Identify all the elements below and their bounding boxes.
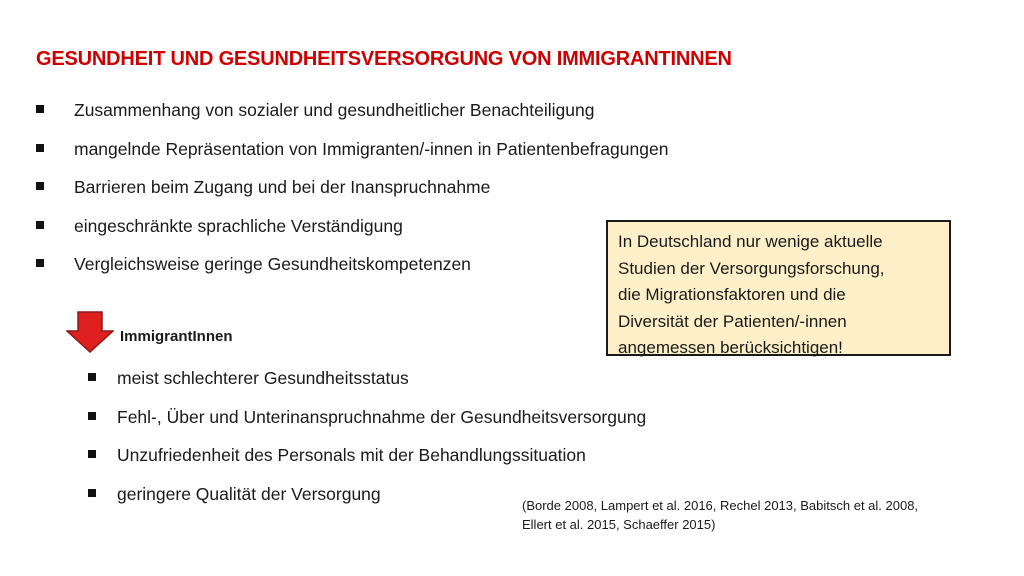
- reference-line: Ellert et al. 2015, Schaeffer 2015): [522, 517, 716, 532]
- slide-title: GESUNDHEIT UND GESUNDHEITSVERSORGUNG VON IMMIGRANTINNEN: [36, 48, 732, 70]
- references: [522, 496, 918, 534]
- bullet-item: [36, 216, 668, 255]
- callout-box: [606, 220, 951, 356]
- bullet-item: [36, 177, 668, 216]
- square-bullet-icon: [36, 259, 44, 267]
- immigrant-label: ImmigrantInnen: [120, 328, 233, 345]
- bullet-text: eingeschränkte sprachliche Verständigung: [74, 215, 403, 236]
- square-bullet-icon: [36, 105, 44, 113]
- bullet-text: Barrieren beim Zugang und bei der Inanspruchnahme: [74, 177, 491, 197]
- main-bullet-list: [36, 100, 668, 293]
- square-bullet-icon: [88, 373, 96, 381]
- bullet-text: Vergleichsweise geringe Gesundheitskompetenzen: [74, 254, 471, 274]
- sub-bullet-text: Unzufriedenheit des Personals mit der Behandlungssituation: [117, 445, 586, 465]
- callout-text-line: die Migrationsfaktoren und die: [618, 285, 846, 304]
- square-bullet-icon: [36, 221, 44, 229]
- sub-bullet-item: [88, 368, 646, 407]
- bullet-item: [36, 254, 668, 293]
- square-bullet-icon: [88, 412, 96, 420]
- square-bullet-icon: [36, 144, 44, 152]
- bullet-text: Zusammenhang von sozialer und gesundheitlicher Benachteiligung: [74, 100, 595, 120]
- square-bullet-icon: [88, 450, 96, 458]
- sub-bullet-text: geringere Qualität der Versorgung: [117, 483, 381, 504]
- sub-bullet-item: [88, 445, 646, 484]
- square-bullet-icon: [36, 182, 44, 190]
- down-arrow-icon: [66, 311, 114, 353]
- bullet-item: [36, 100, 668, 139]
- bullet-item: [36, 139, 668, 178]
- square-bullet-icon: [88, 489, 96, 497]
- bullet-text: mangelnde Repräsentation von Immigranten/-innen in Patientenbefragungen: [74, 138, 669, 159]
- callout-text-line: Studien der Versorgungsforschung,: [618, 258, 885, 278]
- sub-bullet-text: meist schlechterer Gesundheitsstatus: [117, 368, 409, 388]
- sub-bullet-item: [88, 407, 646, 446]
- callout-text-line: angemessen berücksichtigen!: [618, 338, 843, 357]
- arrow-group: [66, 311, 114, 353]
- callout-text-line: In Deutschland nur wenige aktuelle: [618, 232, 883, 251]
- reference-line: (Borde 2008, Lampert et al. 2016, Rechel 2013, Babitsch et al. 2008,: [522, 498, 919, 513]
- callout-text-line: Diversität der Patienten/-innen: [618, 311, 847, 331]
- sub-bullet-text: Fehl-, Über und Unterinanspruchnahme der Gesundheitsversorgung: [117, 406, 647, 427]
